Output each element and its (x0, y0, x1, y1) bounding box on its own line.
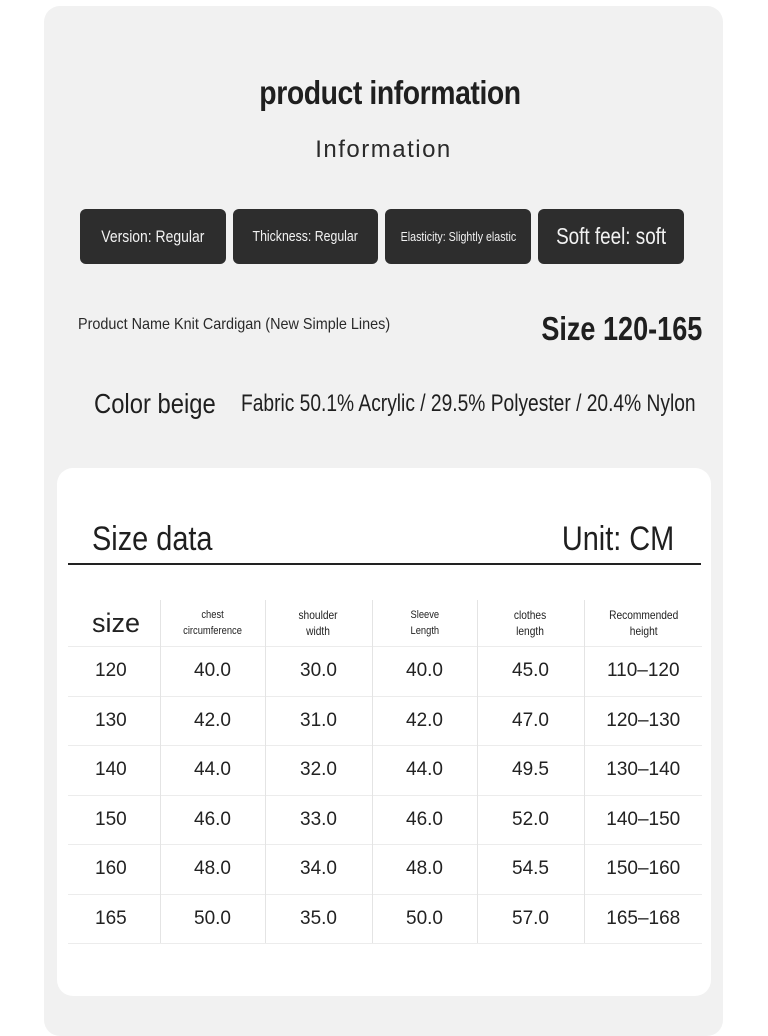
table-row (68, 894, 702, 944)
cell-clothes-length: 57.0 (477, 894, 584, 944)
cell-chest: 44.0 (160, 746, 265, 796)
cell-height: 110–120 (584, 647, 702, 697)
cell-sleeve: 44.0 (372, 746, 477, 796)
size-range: Size 120-165 (541, 310, 702, 347)
cell-size: 120 (68, 647, 160, 697)
cell-sleeve: 50.0 (372, 894, 477, 944)
tag-version: Version: Regular (80, 209, 226, 264)
unit-label: Unit: CM (561, 520, 674, 558)
header-chest: chest circumference (160, 600, 265, 647)
table-row (68, 795, 702, 845)
tag-elasticity: Elasticity: Slightly elastic (385, 209, 531, 264)
cell-shoulder: 33.0 (265, 795, 372, 845)
header-height: Recommended height (584, 600, 702, 647)
cell-chest: 42.0 (160, 696, 265, 746)
divider (68, 563, 701, 565)
header-size: size (92, 608, 141, 638)
cell-clothes-length: 49.5 (477, 746, 584, 796)
cell-height: 130–140 (584, 746, 702, 796)
cell-size: 150 (68, 795, 160, 845)
cell-chest: 48.0 (160, 845, 265, 895)
cell-size: 140 (68, 746, 160, 796)
cell-height: 140–150 (584, 795, 702, 845)
cell-sleeve: 42.0 (372, 696, 477, 746)
cell-clothes-length: 54.5 (477, 845, 584, 895)
tag-thickness: Thickness: Regular (233, 209, 378, 264)
cell-size: 160 (68, 845, 160, 895)
header-sleeve: Sleeve Length (372, 600, 477, 647)
cell-size: 165 (68, 894, 160, 944)
cell-sleeve: 48.0 (372, 845, 477, 895)
product-fabric: Fabric 50.1% Acrylic / 29.5% Polyester / 20.4% Nylon (241, 390, 696, 417)
cell-sleeve: 46.0 (372, 795, 477, 845)
cell-chest: 40.0 (160, 647, 265, 697)
table-row (68, 647, 702, 697)
cell-clothes-length: 45.0 (477, 647, 584, 697)
cell-shoulder: 35.0 (265, 894, 372, 944)
cell-height: 165–168 (584, 894, 702, 944)
table-header-row (68, 600, 702, 647)
cell-shoulder: 34.0 (265, 845, 372, 895)
page-title: product information (259, 74, 521, 111)
table-row (68, 746, 702, 796)
cell-size: 130 (68, 696, 160, 746)
size-table (68, 600, 702, 944)
cell-sleeve: 40.0 (372, 647, 477, 697)
tag-soft-feel: Soft feel: soft (538, 209, 684, 264)
cell-chest: 46.0 (160, 795, 265, 845)
cell-shoulder: 30.0 (265, 647, 372, 697)
header-shoulder: shoulder width (265, 600, 372, 647)
page-subtitle: Information (315, 136, 452, 163)
size-data-title: Size data (92, 520, 213, 558)
cell-height: 150–160 (584, 845, 702, 895)
table-row (68, 696, 702, 746)
cell-shoulder: 31.0 (265, 696, 372, 746)
cell-height: 120–130 (584, 696, 702, 746)
table-row (68, 845, 702, 895)
cell-clothes-length: 47.0 (477, 696, 584, 746)
cell-clothes-length: 52.0 (477, 795, 584, 845)
header-clothes-length: clothes length (477, 600, 584, 647)
cell-shoulder: 32.0 (265, 746, 372, 796)
product-name: Product Name Knit Cardigan (New Simple Lines) (78, 316, 391, 333)
cell-chest: 50.0 (160, 894, 265, 944)
product-color: Color beige (94, 388, 216, 419)
